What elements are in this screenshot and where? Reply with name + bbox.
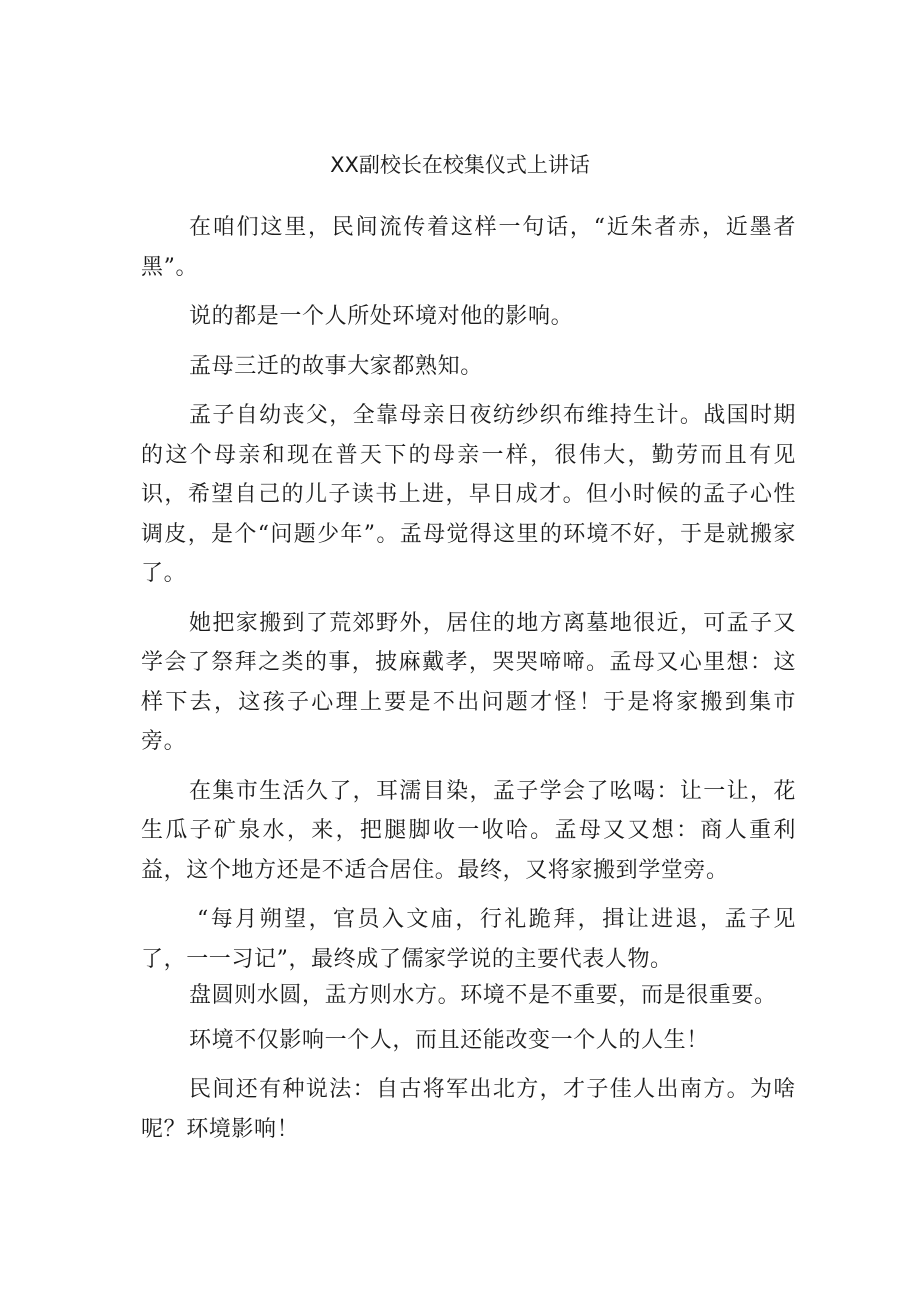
paragraph-3: 孟母三迁的故事大家都熟知。: [189, 353, 483, 379]
document-title: XX副校长在校集仪式上讲话: [330, 153, 590, 177]
paragraph-4: 孟子自幼丧父，全靠母亲日夜纺纱织布维持生计。战国时期的这个母亲和现在普天下的母亲一样，很伟大，勤劳而且有见识，希望自己的儿子读书上进，早日成才。但小时候的孟子心性调皮，是个“问题少年”。孟母觉得这里的环境不好，于是就搬家了。: [141, 403, 796, 586]
paragraph-8: 盘圆则水圆，盂方则水方。环境不是不重要，而是很重要。: [189, 983, 777, 1008]
paragraph-10: 民间还有种说法：自古将军出北方，才子佳人出南方。为啥呢？环境影响！: [141, 1077, 796, 1142]
paragraph-5: 她把家搬到了荒郊野外，居住的地方离墓地很近，可孟子又学会了祭拜之类的事，披麻戴孝，哭哭啼啼。孟母又心里想：这样下去，这孩子心理上要是不出问题才怪！于是将家搬到集市旁。: [141, 610, 796, 754]
paragraph-7: “每月朔望，官员入文庙，行礼跪拜，揖让进退，孟子见了，一一习记”，最终成了儒家学说的主要代表人物。: [141, 907, 796, 972]
paragraph-1: 在咱们这里，民间流传着这样一句话，“近朱者赤，近墨者黑”。: [141, 215, 796, 280]
paragraph-6: 在集市生活久了，耳濡目染，孟子学会了吆喝：让一让，花生瓜子矿泉水，来，把腿脚收一收哈。孟母又又想：商人重利益，这个地方还是不适合居住。最终，又将家搬到学堂旁。: [141, 778, 796, 883]
paragraph-9: 环境不仅影响一个人，而且还能改变一个人的人生！: [189, 1027, 709, 1053]
document-body: [141, 208, 796, 1149]
paragraph-2: 说的都是一个人所处环境对他的影响。: [189, 304, 574, 329]
